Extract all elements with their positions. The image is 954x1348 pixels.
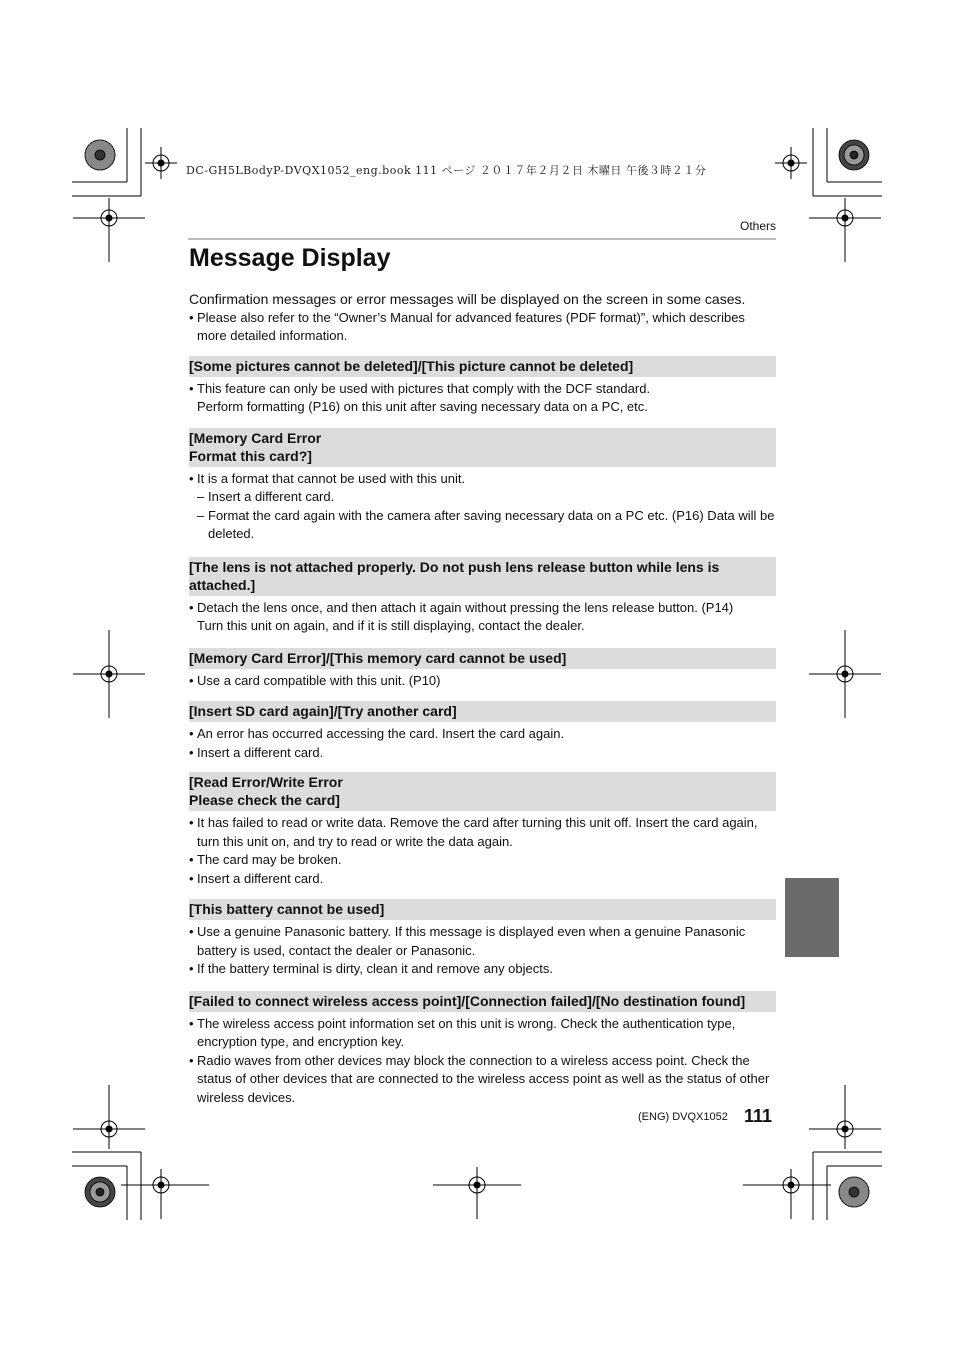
message-heading bbox=[189, 701, 776, 722]
intro-note: • Please also refer to the “Owner’s Manual for advanced features (PDF format)”, which describes more detailed information. bbox=[189, 309, 776, 346]
message-section bbox=[189, 648, 776, 691]
message-heading-line: [Memory Card Error]/[This memory card cannot be used] bbox=[189, 649, 567, 666]
message-heading-line: Format this card?] bbox=[189, 447, 312, 464]
message-item: Perform formatting (P16) on this unit after saving necessary data on a PC, etc. bbox=[197, 399, 648, 414]
message-section bbox=[189, 899, 776, 979]
page-title: Message Display bbox=[189, 244, 391, 272]
page-number: 111 bbox=[744, 1106, 773, 1126]
message-section bbox=[189, 356, 776, 417]
message-section bbox=[189, 701, 776, 762]
chapter-tab bbox=[785, 878, 839, 957]
message-item: • If the battery terminal is dirty, clean it and remove any objects. bbox=[189, 960, 776, 979]
section-label: Others bbox=[739, 219, 776, 233]
message-item: • It is a format that cannot be used with this unit. bbox=[189, 470, 776, 489]
message-section bbox=[189, 557, 776, 636]
message-item: • The card may be broken. bbox=[189, 851, 776, 870]
message-item: • Insert a different card. bbox=[189, 870, 776, 889]
print-header: DC-GH5LBodyP-DVQX1052_eng.book 111 ページ ２０１７年２月２日 木曜日 午後３時２１分 bbox=[186, 164, 707, 177]
message-heading-line: [Read Error/Write Error bbox=[189, 774, 343, 790]
message-heading-line: [Insert SD card again]/[Try another card] bbox=[189, 703, 457, 719]
message-heading-line: [This battery cannot be used] bbox=[189, 901, 385, 917]
message-item: • Radio waves from other devices may block the connection to a wireless access point. Check the status of other devices that are connected to the wireless access point as well as the status of other wireless devices. bbox=[189, 1052, 776, 1108]
message-heading-line: Please check the card] bbox=[189, 792, 340, 808]
message-item: • An error has occurred accessing the card. Insert the card again. bbox=[189, 725, 776, 744]
sub-item: – Format the card again with the camera after saving necessary data on a PC etc. (P16) Data will be deleted. bbox=[189, 507, 776, 544]
message-item: • Detach the lens once, and then attach it again without pressing the lens release button. (P14) bbox=[189, 599, 776, 618]
message-section bbox=[189, 772, 776, 888]
message-heading-line: [The lens is not attached properly. Do not push lens release button while lens is attached.] bbox=[189, 558, 720, 593]
message-section bbox=[189, 991, 776, 1108]
message-item: • Use a card compatible with this unit. (P10) bbox=[189, 672, 776, 691]
page-content bbox=[189, 290, 776, 1107]
header-rule bbox=[188, 238, 776, 240]
message-section bbox=[189, 428, 776, 544]
message-item: • Insert a different card. bbox=[189, 744, 776, 763]
message-heading bbox=[189, 772, 776, 811]
intro-text: Confirmation messages or error messages will be displayed on the screen in some cases. bbox=[189, 291, 746, 307]
sub-item: – Insert a different card. bbox=[189, 488, 776, 507]
message-heading bbox=[189, 557, 776, 596]
message-item: • Use a genuine Panasonic battery. If this message is displayed even when a genuine Panasonic battery is used, contact the dealer or Panasonic. bbox=[189, 923, 776, 960]
message-heading bbox=[189, 899, 776, 920]
message-item: • This feature can only be used with pictures that comply with the DCF standard. bbox=[189, 380, 776, 399]
message-heading-line: [Memory Card Error bbox=[189, 429, 322, 446]
message-item: • The wireless access point information set on this unit is wrong. Check the authentication type, encryption type, and encryption key. bbox=[189, 1015, 776, 1052]
message-item: Turn this unit on again, and if it is still displaying, contact the dealer. bbox=[197, 618, 585, 633]
message-heading bbox=[189, 356, 776, 377]
message-heading-line: [Failed to connect wireless access point]/[Connection failed]/[No destination found] bbox=[189, 992, 746, 1009]
message-heading-line: [Some pictures cannot be deleted]/[This picture cannot be deleted] bbox=[189, 357, 634, 374]
message-heading bbox=[189, 648, 776, 669]
footer-code: (ENG) DVQX1052 bbox=[638, 1111, 728, 1123]
message-heading bbox=[189, 428, 776, 467]
message-item: • It has failed to read or write data. Remove the card after turning this unit off. Insert the card again, turn this unit on, and try to read or write the data again. bbox=[189, 814, 776, 851]
message-list bbox=[189, 356, 776, 1108]
message-heading bbox=[189, 991, 776, 1012]
